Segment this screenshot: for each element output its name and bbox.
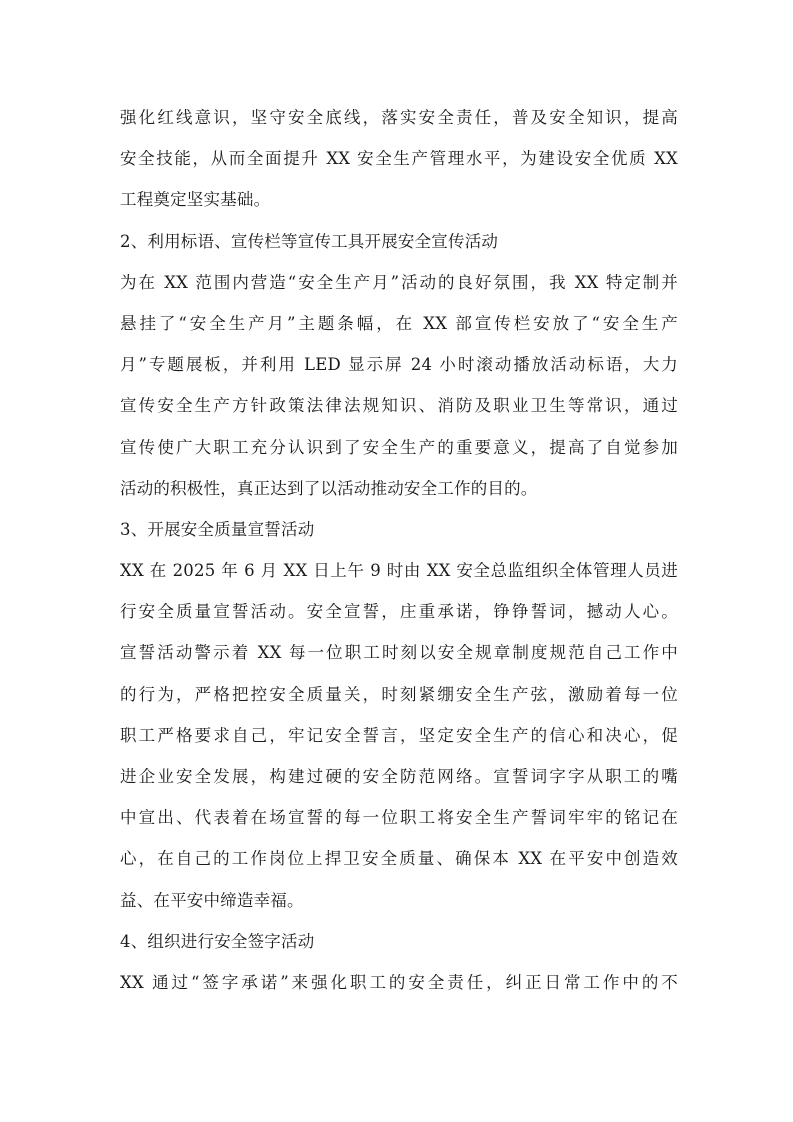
paragraph-line: 中宣出、代表着在场宣誓的每一位职工将安全生产誓词牢牢的铭记在 — [120, 808, 678, 828]
section-heading: 4、组织进行安全签字活动 — [120, 931, 315, 951]
paragraph-line: 工程奠定坚实基础。 — [120, 190, 271, 210]
paragraph-line: 宣传使广大职工充分认识到了安全生产的重要意义，提高了自觉参加 — [120, 437, 678, 457]
paragraph-line: 行安全质量宣誓活动。安全宣誓，庄重承诺，铮铮誓词，撼动人心。 — [120, 602, 678, 622]
paragraph-line: 职工严格要求自己，牢记安全誓言，坚定安全生产的信心和决心，促 — [120, 725, 678, 745]
paragraph-line: XX 通过“签字承诺”来强化职工的安全责任，纠正日常工作中的不 — [120, 972, 678, 992]
paragraph-line: 益、在平安中缔造幸福。 — [120, 890, 304, 910]
paragraph-line: 强化红线意识，坚守安全底线，落实安全责任，普及安全知识，提高 — [120, 108, 678, 127]
paragraph-line: 安全技能，从而全面提升 XX 安全生产管理水平，为建设安全优质 XX — [120, 149, 678, 169]
paragraph-line: 为在 XX 范围内营造“安全生产月”活动的良好氛围，我 XX 特定制并 — [120, 272, 678, 292]
paragraph-line: 宣誓活动警示着 XX 每一位职工时刻以安全规章制度规范自己工作中 — [120, 643, 678, 663]
section-heading: 3、开展安全质量宣誓活动 — [120, 519, 315, 539]
paragraph-line: 悬挂了“安全生产月”主题条幅，在 XX 部宣传栏安放了“安全生产 — [120, 313, 678, 333]
paragraph-line: 月”专题展板，并利用 LED 显示屏 24 小时滚动播放活动标语，大力 — [120, 355, 678, 375]
paragraph-line: XX 在 2025 年 6 月 XX 日上午 9 时由 XX 安全总监组织全体管理人员进 — [120, 561, 678, 581]
paragraph-line: 的行为，严格把控安全质量关，时刻紧绷安全生产弦，激励着每一位 — [120, 684, 678, 704]
paragraph-line: 心，在自己的工作岗位上捍卫安全质量、确保本 XX 在平安中创造效 — [120, 849, 678, 869]
paragraph-line: 宣传安全生产方针政策法律法规知识、消防及职业卫生等常识，通过 — [120, 396, 678, 416]
section-heading: 2、利用标语、宣传栏等宣传工具开展安全宣传活动 — [120, 231, 499, 251]
paragraph-line: 活动的积极性，真正达到了以活动推动安全工作的目的。 — [120, 478, 538, 498]
paragraph-line: 进企业安全发展，构建过硬的安全防范网络。宣誓词字字从职工的嘴 — [120, 767, 678, 786]
